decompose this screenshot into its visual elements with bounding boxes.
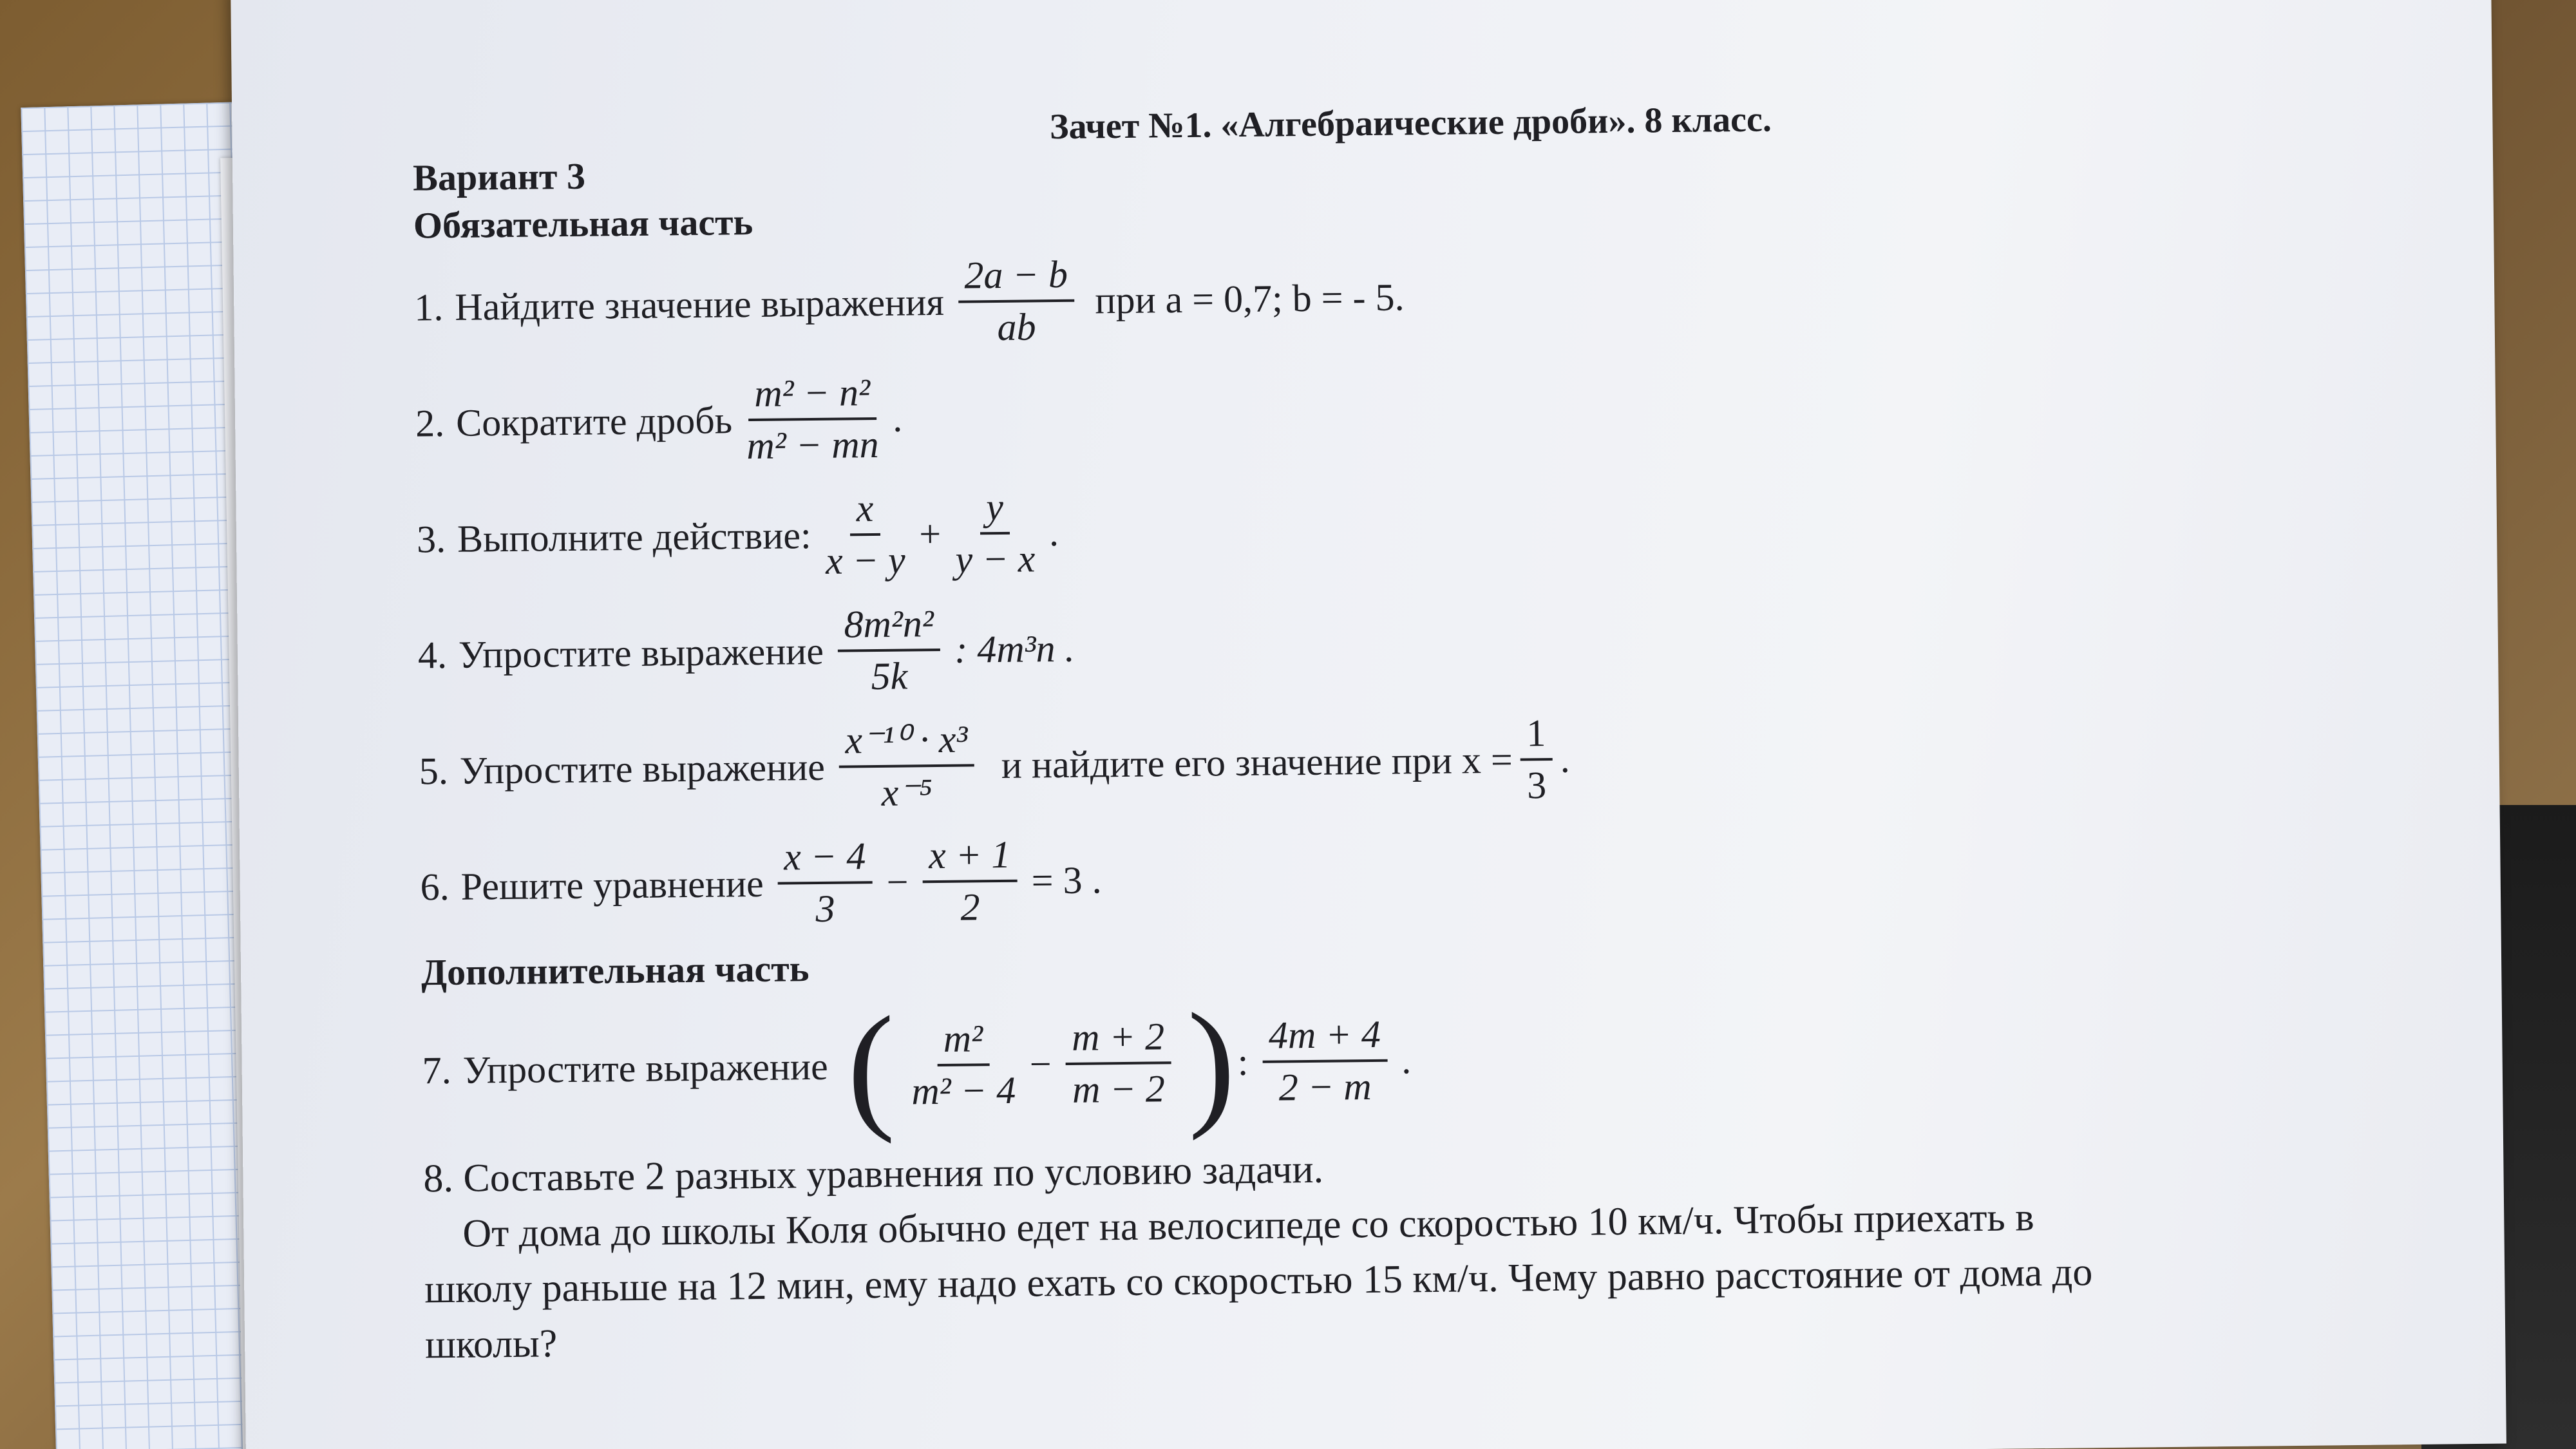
task-text: Сократите дробь xyxy=(455,398,733,444)
fraction-denominator: m² − mn xyxy=(746,422,879,468)
fraction-numerator: m² − n² xyxy=(748,370,877,421)
task-condition: при a = 0,7; b = - 5. xyxy=(1095,275,1405,321)
equation-right-side: = 3 . xyxy=(1031,858,1102,902)
fraction xyxy=(838,716,975,815)
task-7 xyxy=(421,976,2419,1144)
fraction-denominator: x − y xyxy=(825,538,906,582)
fraction-denominator: 5k xyxy=(871,654,908,698)
required-section-heading: Обязательная часть xyxy=(413,200,753,247)
task-period: . xyxy=(1560,737,1571,781)
task-text: Найдите значение выражения xyxy=(454,280,945,328)
fraction-numerator: 4m + 4 xyxy=(1262,1012,1388,1063)
fraction-numerator: x + 1 xyxy=(922,833,1018,884)
fraction xyxy=(777,834,873,932)
right-parenthesis: ) xyxy=(1187,983,1236,1141)
task-6 xyxy=(420,808,2418,945)
task-number: 2. xyxy=(415,401,445,444)
fraction-denominator: m² − 4 xyxy=(911,1068,1016,1113)
fraction xyxy=(837,601,941,699)
task-5 xyxy=(419,692,2416,829)
task-8 xyxy=(423,1130,2421,1372)
test-title: Зачет №1. «Алгебраические дроби». 8 класс. xyxy=(1049,99,1772,147)
task-number: 4. xyxy=(417,633,448,676)
task-period: . xyxy=(1401,1038,1412,1081)
fraction xyxy=(958,252,1075,350)
task-number: 6. xyxy=(420,865,450,908)
task-text: Выполните действие: xyxy=(457,513,811,560)
task-number: 7. xyxy=(422,1048,452,1092)
fraction-denominator: 2 xyxy=(960,886,980,929)
task-8-problem-line: школу раньше на 12 мин, ему надо ехать со скоростью 15 км/ч. Чему равно расстояние от дома до xyxy=(424,1250,2093,1312)
task-text: Решите уравнение xyxy=(460,862,764,908)
fraction xyxy=(746,370,879,468)
fraction-denominator: 3 xyxy=(1526,764,1547,807)
fraction xyxy=(922,833,1018,931)
task-text: Упростите выражение xyxy=(458,629,824,676)
fraction-numerator: 2a − b xyxy=(958,252,1074,303)
fraction-numerator: 1 xyxy=(1520,711,1553,761)
fraction-denominator: 3 xyxy=(815,887,835,931)
fraction-denominator: y − x xyxy=(955,537,1036,581)
task-text: Упростите выражение xyxy=(459,745,826,792)
test-content xyxy=(412,92,2421,1372)
task-period: . xyxy=(1048,511,1059,554)
fraction-denominator: x⁻⁵ xyxy=(881,771,933,814)
task-4 xyxy=(417,576,2415,713)
task-number: 1. xyxy=(413,285,444,328)
extra-section-heading: Дополнительная часть xyxy=(421,947,810,994)
fraction xyxy=(825,486,905,583)
operator: + xyxy=(918,512,942,555)
fraction xyxy=(1065,1014,1171,1112)
fraction-numerator: x − 4 xyxy=(777,834,873,885)
test-sheet xyxy=(231,0,2506,1449)
variant-heading: Вариант 3 xyxy=(412,155,586,199)
value-fraction xyxy=(1520,711,1553,808)
task-8-problem-line: школы? xyxy=(424,1321,558,1367)
fraction-denominator: m − 2 xyxy=(1072,1067,1166,1111)
operator: − xyxy=(886,860,909,904)
fraction-numerator: x⁻¹⁰ · x³ xyxy=(838,716,974,768)
task-2 xyxy=(415,345,2412,481)
task-3 xyxy=(416,460,2414,597)
division-colon: : xyxy=(1237,1040,1249,1083)
task-text: Упростите выражение xyxy=(462,1045,829,1092)
task-number: 3. xyxy=(416,517,446,560)
task-1 xyxy=(413,229,2411,365)
left-parenthesis: ( xyxy=(846,987,896,1145)
task-condition: и найдите его значение при x = xyxy=(1001,738,1513,786)
task-8-problem-line: От дома до школы Коля обычно едет на велосипеде со скоростью 10 км/ч. Чтобы приехать в xyxy=(462,1195,2034,1256)
fraction-numerator: y xyxy=(980,485,1010,535)
fraction xyxy=(954,484,1035,582)
fraction-numerator: 8m²n² xyxy=(837,601,940,652)
fraction xyxy=(1262,1012,1388,1110)
fraction-denominator: 2 − m xyxy=(1278,1065,1372,1109)
task-8-heading: 8. Составьте 2 разных уравнения по условию задачи. xyxy=(423,1147,1324,1201)
task-number: 5. xyxy=(419,749,449,792)
division-expression: : 4m³n . xyxy=(954,627,1075,671)
fraction-numerator: m + 2 xyxy=(1065,1014,1171,1065)
fraction-denominator: ab xyxy=(997,305,1036,349)
fraction-numerator: m² xyxy=(936,1016,989,1066)
fraction xyxy=(911,1016,1016,1114)
operator: − xyxy=(1029,1042,1052,1086)
fraction-numerator: x xyxy=(849,486,880,536)
task-period: . xyxy=(892,397,903,440)
